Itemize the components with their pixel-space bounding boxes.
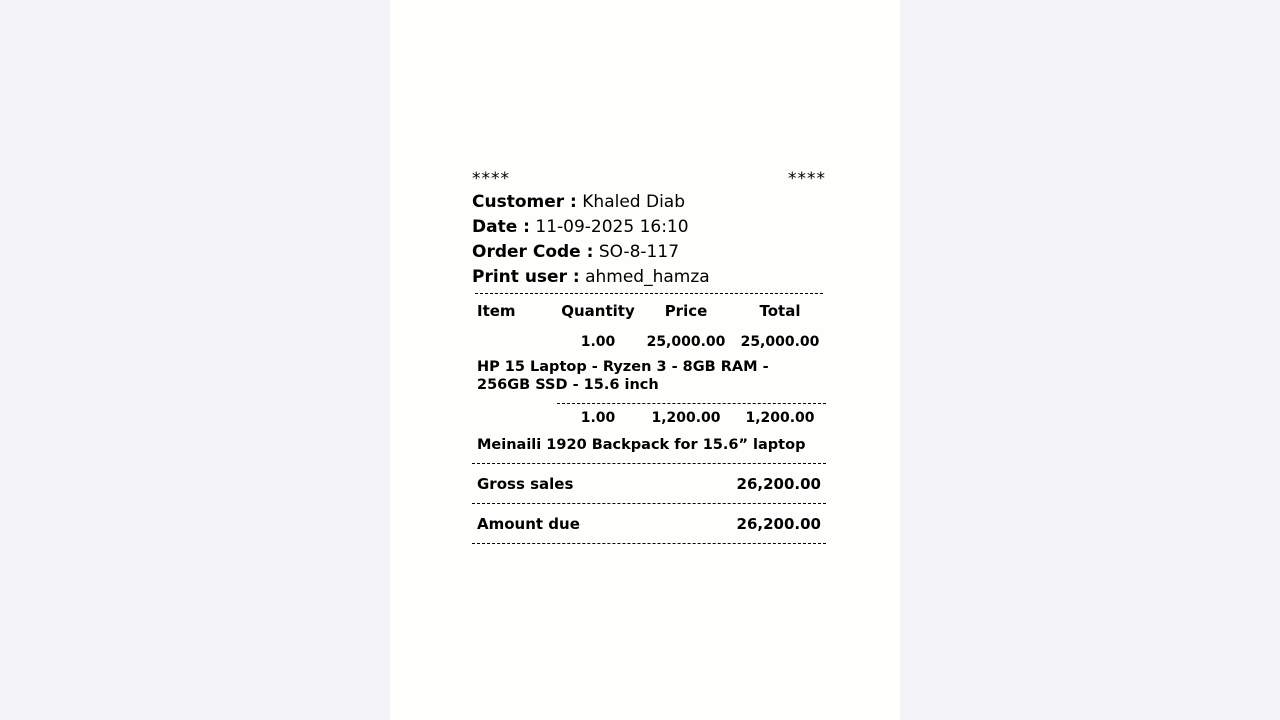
gross-sales-row bbox=[472, 464, 826, 503]
order-code-line bbox=[472, 240, 826, 265]
amount-due-value: 26,200.00 bbox=[736, 515, 821, 533]
table-header bbox=[472, 294, 826, 328]
header-total: Total bbox=[759, 302, 801, 320]
customer-label: Customer : bbox=[472, 192, 577, 212]
header-price: Price bbox=[664, 302, 708, 320]
amount-due-row bbox=[472, 504, 826, 543]
item-total: 25,000.00 bbox=[740, 334, 820, 350]
customer-line bbox=[472, 190, 826, 215]
table-row bbox=[472, 404, 826, 434]
date-line bbox=[472, 215, 826, 240]
header-item: Item bbox=[477, 302, 516, 320]
item-name: Meinaili 1920 Backpack for 15.6” laptop bbox=[477, 437, 806, 453]
item-price: 1,200.00 bbox=[651, 410, 721, 426]
order-code-value: SO-8-117 bbox=[598, 242, 680, 262]
item-quantity: 1.00 bbox=[580, 334, 616, 350]
customer-value: Khaled Diab bbox=[582, 192, 686, 212]
stars-right: **** bbox=[788, 169, 826, 189]
print-user-line bbox=[472, 265, 826, 290]
print-user-value: ahmed_hamza bbox=[585, 267, 710, 287]
print-user-label: Print user : bbox=[472, 267, 580, 287]
order-code-label: Order Code : bbox=[472, 242, 594, 262]
gross-sales-label: Gross sales bbox=[477, 475, 574, 493]
gross-sales-value: 26,200.00 bbox=[736, 475, 821, 493]
table-row bbox=[472, 328, 826, 355]
amount-due-label: Amount due bbox=[477, 515, 580, 533]
item-price: 25,000.00 bbox=[646, 334, 726, 350]
header-quantity: Quantity bbox=[561, 302, 635, 320]
item-total: 1,200.00 bbox=[745, 410, 815, 426]
divider bbox=[472, 543, 826, 544]
stars-row bbox=[472, 168, 826, 190]
receipt bbox=[472, 168, 826, 544]
date-value: 11-09-2025 16:10 bbox=[535, 217, 689, 237]
date-label: Date : bbox=[472, 217, 530, 237]
stars-left: **** bbox=[472, 169, 510, 189]
item-name: HP 15 Laptop - Ryzen 3 - 8GB RAM - 256GB SSD - 15.6 inch bbox=[477, 359, 769, 393]
item-quantity: 1.00 bbox=[580, 410, 616, 426]
